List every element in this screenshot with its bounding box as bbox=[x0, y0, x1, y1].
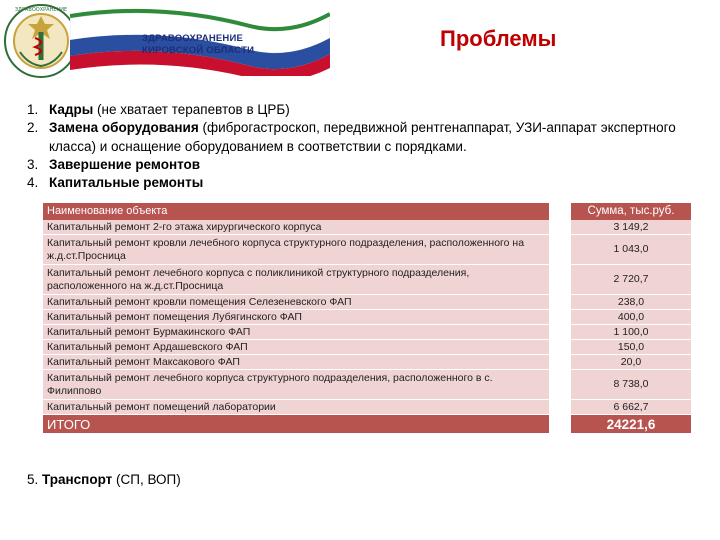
cell-name: Капитальный ремонт 2-го этажа хирургического корпуса bbox=[43, 220, 549, 235]
svg-text:ЗДРАВООХРАНЕНИЕ: ЗДРАВООХРАНЕНИЕ bbox=[14, 7, 68, 13]
banner-line-2: КИРОВСКОЙ ОБЛАСТИ bbox=[142, 45, 255, 56]
list-item-detail: (СП, ВОП) bbox=[112, 472, 181, 487]
cell-name: Капитальный ремонт Бурмакинского ФАП bbox=[43, 325, 549, 340]
table-row bbox=[43, 325, 691, 340]
list-item-heading: Транспорт bbox=[42, 472, 113, 487]
table-row bbox=[43, 355, 691, 370]
list-number: 2. bbox=[27, 120, 39, 136]
ministry-logo bbox=[2, 2, 80, 80]
page-title: Проблемы bbox=[440, 26, 557, 51]
cell-name: Капитальный ремонт лечебного корпуса структурного подразделения, расположенного в с. Филиппово bbox=[43, 370, 549, 400]
table-row bbox=[43, 265, 691, 295]
cell-sum: 400,0 bbox=[549, 310, 691, 325]
cell-name: Капитальный ремонт Максакового ФАП bbox=[43, 355, 549, 370]
list-item-heading: Завершение ремонтов bbox=[49, 156, 201, 172]
table-total-row bbox=[43, 415, 691, 434]
cell-sum: 1 100,0 bbox=[549, 325, 691, 340]
table-row bbox=[43, 400, 691, 415]
total-sum: 24221,6 bbox=[549, 415, 691, 434]
repairs-table bbox=[43, 203, 691, 434]
cell-name: Капитальный ремонт кровли лечебного корпуса структурного подразделения, расположенного на ж.д.ст.Просница bbox=[43, 235, 549, 265]
list-item bbox=[27, 119, 717, 156]
table-header-row bbox=[43, 203, 691, 220]
table-row bbox=[43, 310, 691, 325]
list-item bbox=[27, 101, 717, 119]
cell-name: Капитальный ремонт помещения Лубягинского ФАП bbox=[43, 310, 549, 325]
list-item-heading: Замена оборудования bbox=[49, 120, 199, 136]
cell-sum: 8 738,0 bbox=[549, 370, 691, 400]
cell-sum: 238,0 bbox=[549, 295, 691, 310]
transport-item bbox=[27, 472, 181, 487]
list-item bbox=[27, 156, 717, 174]
cell-name: Капитальный ремонт Ардашевского ФАП bbox=[43, 340, 549, 355]
list-item-heading: Кадры bbox=[49, 102, 94, 117]
header bbox=[0, 0, 720, 82]
problem-list bbox=[27, 101, 717, 192]
total-label: ИТОГО bbox=[43, 415, 549, 434]
cell-sum: 2 720,7 bbox=[549, 265, 691, 295]
table-row bbox=[43, 370, 691, 400]
list-number: 5. bbox=[27, 472, 39, 487]
list-number: 4. bbox=[27, 175, 39, 191]
list-item-detail: (фиброгастроскоп, передвижной рентгенаппарат, УЗИ-аппарат экспертного класса) и оснащение оборудованием в соответствии с порядками. bbox=[49, 120, 676, 154]
cell-name: Капитальный ремонт лечебного корпуса с поликлиникой структурного подразделения, расположенного на ж.д.ст.Просница bbox=[43, 265, 549, 295]
table-row bbox=[43, 340, 691, 355]
column-header-name: Наименование объекта bbox=[43, 203, 549, 220]
cell-name: Капитальный ремонт помещений лаборатории bbox=[43, 400, 549, 415]
cell-name: Капитальный ремонт кровли помещения Селезеневского ФАП bbox=[43, 295, 549, 310]
banner-caption bbox=[142, 33, 254, 57]
list-number: 1. bbox=[27, 102, 39, 117]
repairs-table-wrapper bbox=[43, 203, 691, 434]
table-row bbox=[43, 235, 691, 265]
cell-sum: 150,0 bbox=[549, 340, 691, 355]
cell-sum: 6 662,7 bbox=[549, 400, 691, 415]
cell-sum: 20,0 bbox=[549, 355, 691, 370]
cell-sum: 1 043,0 bbox=[549, 235, 691, 265]
list-item-detail: (не хватает терапевтов в ЦРБ) bbox=[93, 102, 290, 117]
banner-line-1: ЗДРАВООХРАНЕНИЕ bbox=[142, 33, 244, 44]
list-item-heading: Капитальные ремонты bbox=[49, 175, 204, 191]
list-item bbox=[27, 174, 717, 192]
cell-sum: 3 149,2 bbox=[549, 220, 691, 235]
list-number: 3. bbox=[27, 156, 39, 172]
table-row bbox=[43, 295, 691, 310]
table-row bbox=[43, 220, 691, 235]
column-header-sum: Сумма, тыс.руб. bbox=[549, 203, 691, 220]
